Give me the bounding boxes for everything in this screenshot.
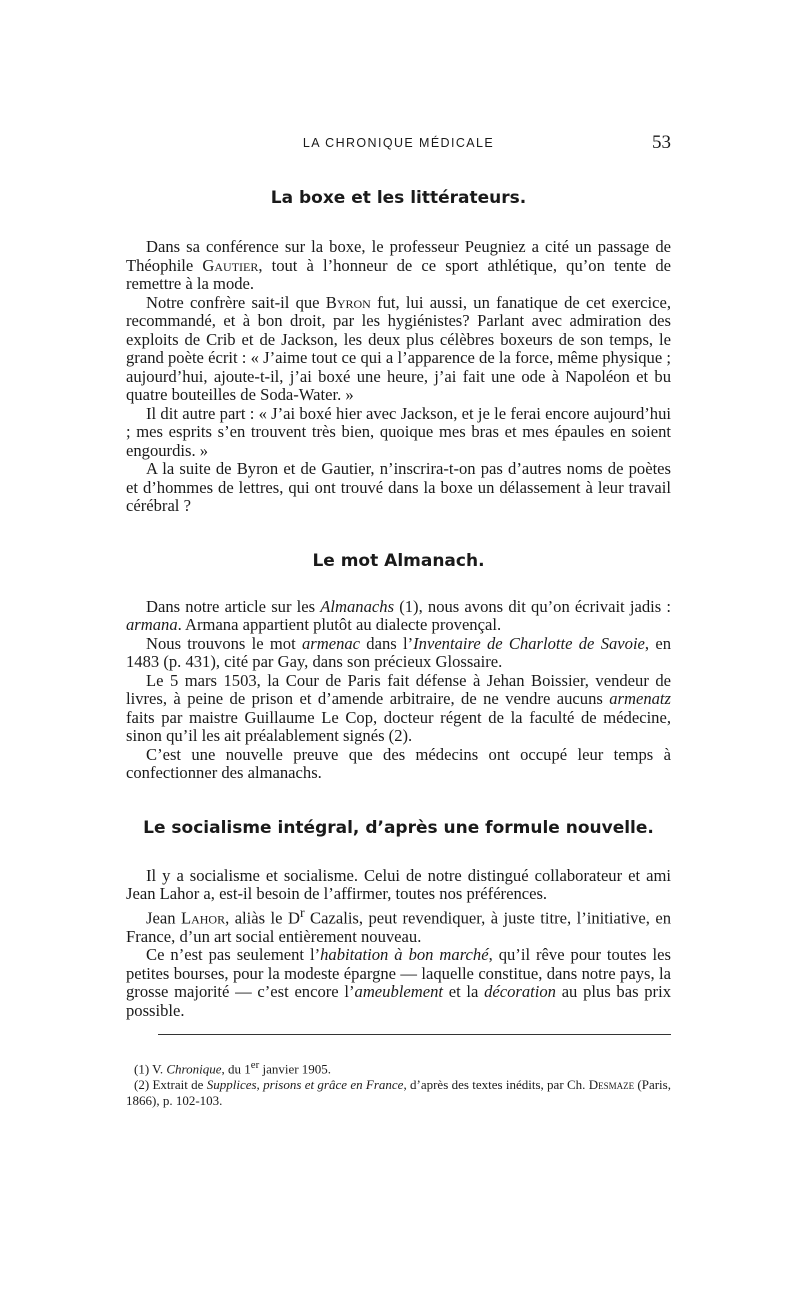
section-body-boxe xyxy=(126,238,671,516)
paragraph: Jean Lahor, aliàs le $D^r$ Cazalis, peut revendiquer, à juste titre, l’initiative, en France, d’un art social entièrement nouveau. xyxy=(126,904,672,946)
page xyxy=(126,132,671,1109)
footnotes xyxy=(126,1057,671,1109)
footnote-2: (2) Extrait de Supplices, prisons et grâce en France, d’après des textes inédits, par Ch. Desmaze (Paris, 1866), p. 102-103. xyxy=(126,1077,671,1109)
footnote-1: (1) V. Chronique, du 1er janvier 1905. xyxy=(134,1059,332,1077)
paragraph: Il dit autre part : « J’ai boxé hier avec Jackson, et je le ferai encore aujourd’hui ; mes esprits s’en trouvent très bien, quoique mes bras et mes épaules en soient engourdis. » xyxy=(126,403,671,460)
paragraph: Nous trouvons le mot armenac dans l’Inventaire de Charlotte de Savoie, en 1483 (p. 431), cité par Gay, dans son précieux Glossaire. xyxy=(126,633,671,671)
section-body-socialisme xyxy=(126,867,671,1021)
section-title-almanach: Le mot Almanach. xyxy=(312,550,485,571)
paragraph: Ce n’est pas seulement l’habitation à bon marché, qu’il rêve pour toutes les petites bourses, pour la modeste épargne — laquelle constitue, dans notre pays, la grosse majorité — c’est encore l’ameublement et la décoration au plus bas prix possible. xyxy=(126,945,671,1020)
paragraph: Il y a socialisme et socialisme. Celui de notre distingué collaborateur et ami Jean Lahor a, est-il besoin de l’affirmer, toutes nos préférences. xyxy=(126,865,671,903)
page-number: 53 xyxy=(652,132,671,153)
paragraph: A la suite de Byron et de Gautier, n’inscrira-t-on pas d’autres noms de poètes et d’hommes de lettres, qui ont trouvé dans la boxe un délassement à leur travail cérébral ? xyxy=(126,459,671,515)
footnote-divider xyxy=(158,1034,671,1035)
section-title-socialisme: Le socialisme intégral, d’après une formule nouvelle. xyxy=(143,817,654,838)
running-header xyxy=(126,132,671,158)
section-body-almanach xyxy=(126,598,671,783)
journal-title: LA CHRONIQUE MÉDICALE xyxy=(302,136,495,150)
paragraph: Le 5 mars 1503, la Cour de Paris fait défense à Jehan Boissier, vendeur de livres, à peine de prison et d’amende arbitraire, de ne vendre aucuns armenatz faits par maistre Guillaume Le Cop, docteur régent de la faculté de médecine, sinon qu’il les ait préalablement signés (2). xyxy=(126,670,671,745)
paragraph: Dans sa conférence sur la boxe, le professeur Peugniez a cité un passage de Théophile Gautier, tout à l’honneur de ce sport athlétique, qu’on tente de remettre à la mode. xyxy=(126,237,671,293)
paragraph: C’est une nouvelle preuve que des médecins ont occupé leur temps à confectionner des almanachs. xyxy=(126,744,671,782)
section-title-boxe: La boxe et les littérateurs. xyxy=(270,188,527,208)
paragraph: Notre confrère sait-il que Byron fut, lui aussi, un fanatique de cet exercice, recommandé, et à bon droit, par les hygiénistes? Parlant avec admiration des exploits de Crib et de Jackson, les deux plus célèbres boxeurs de son temps, le grand poète écrit : « J’aime tout ce qui a l’apparence de la force, même physique ; aujourd’hui, ajoute-t-il, j’ai boxé une heure, j’ai fait une ode à Napoléon et bu quatre bouteilles de Soda-Water. » xyxy=(126,292,671,404)
paragraph: Dans notre article sur les Almanachs (1), nous avons dit qu’on écrivait jadis : armana. Armana appartient plutôt au dialecte provençal. xyxy=(126,596,671,634)
